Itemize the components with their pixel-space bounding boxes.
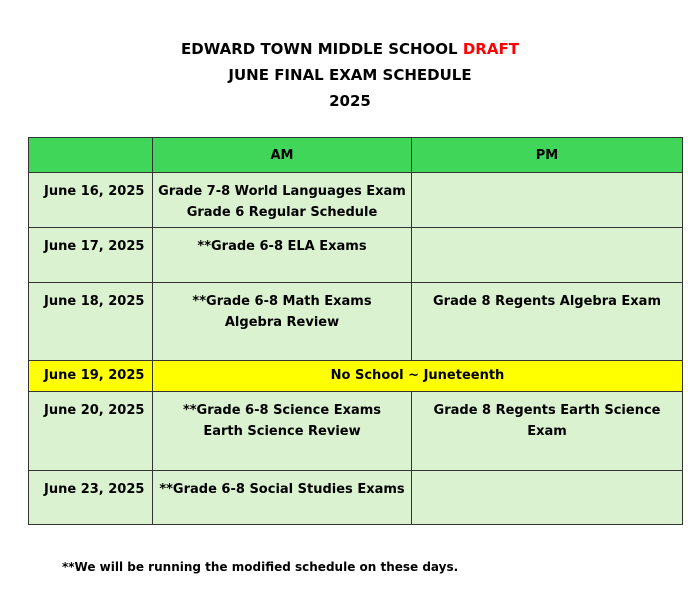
pm-cell [412, 228, 683, 283]
am-cell [153, 173, 412, 228]
am-line: Grade 6 Regular Schedule [186, 205, 378, 220]
date-cell: June 17, 2025 [29, 228, 153, 283]
date-cell: June 20, 2025 [29, 392, 153, 471]
am-line: Earth Science Review [203, 424, 361, 439]
date-cell: June 16, 2025 [29, 173, 153, 228]
exam-schedule-table [28, 137, 683, 525]
table-row [29, 471, 683, 525]
am-line: **Grade 6-8 Science Exams [182, 403, 382, 418]
am-cell [153, 283, 412, 361]
table-row [29, 283, 683, 361]
am-line: Algebra Review [224, 315, 340, 330]
schedule-year: 2025 [329, 92, 371, 110]
draft-label: DRAFT [462, 40, 519, 58]
school-name: EDWARD TOWN MIDDLE SCHOOL [181, 40, 458, 58]
table-header-row [29, 138, 683, 173]
am-cell [153, 471, 412, 525]
pm-cell [412, 283, 683, 361]
table-row [29, 173, 683, 228]
no-school-cell: No School ~ Juneteenth [153, 361, 683, 392]
am-line: **Grade 6-8 Math Exams [192, 294, 372, 309]
table-row [29, 228, 683, 283]
pm-line: Grade 8 Regents Earth Science [433, 403, 661, 418]
am-line: Grade 7-8 World Languages Exam [158, 184, 406, 199]
column-header-pm: PM [412, 138, 683, 173]
date-cell: June 23, 2025 [29, 471, 153, 525]
am-line: **Grade 6-8 Social Studies Exams [159, 482, 405, 497]
am-cell [153, 228, 412, 283]
pm-line: Grade 8 Regents Algebra Exam [433, 294, 661, 309]
table-row [29, 392, 683, 471]
schedule-subtitle: JUNE FINAL EXAM SCHEDULE [228, 66, 472, 84]
am-line: **Grade 6-8 ELA Exams [197, 239, 367, 254]
footnote: **We will be running the modified schedule on these days. [62, 560, 459, 574]
date-cell: June 18, 2025 [29, 283, 153, 361]
document-header [0, 36, 700, 114]
pm-line: Exam [527, 424, 567, 439]
column-header-date [29, 138, 153, 173]
column-header-am: AM [153, 138, 412, 173]
date-cell: June 19, 2025 [29, 361, 153, 392]
pm-cell [412, 471, 683, 525]
school-title [0, 36, 700, 62]
am-cell [153, 392, 412, 471]
pm-cell [412, 392, 683, 471]
pm-cell [412, 173, 683, 228]
table-row-holiday [29, 361, 683, 392]
